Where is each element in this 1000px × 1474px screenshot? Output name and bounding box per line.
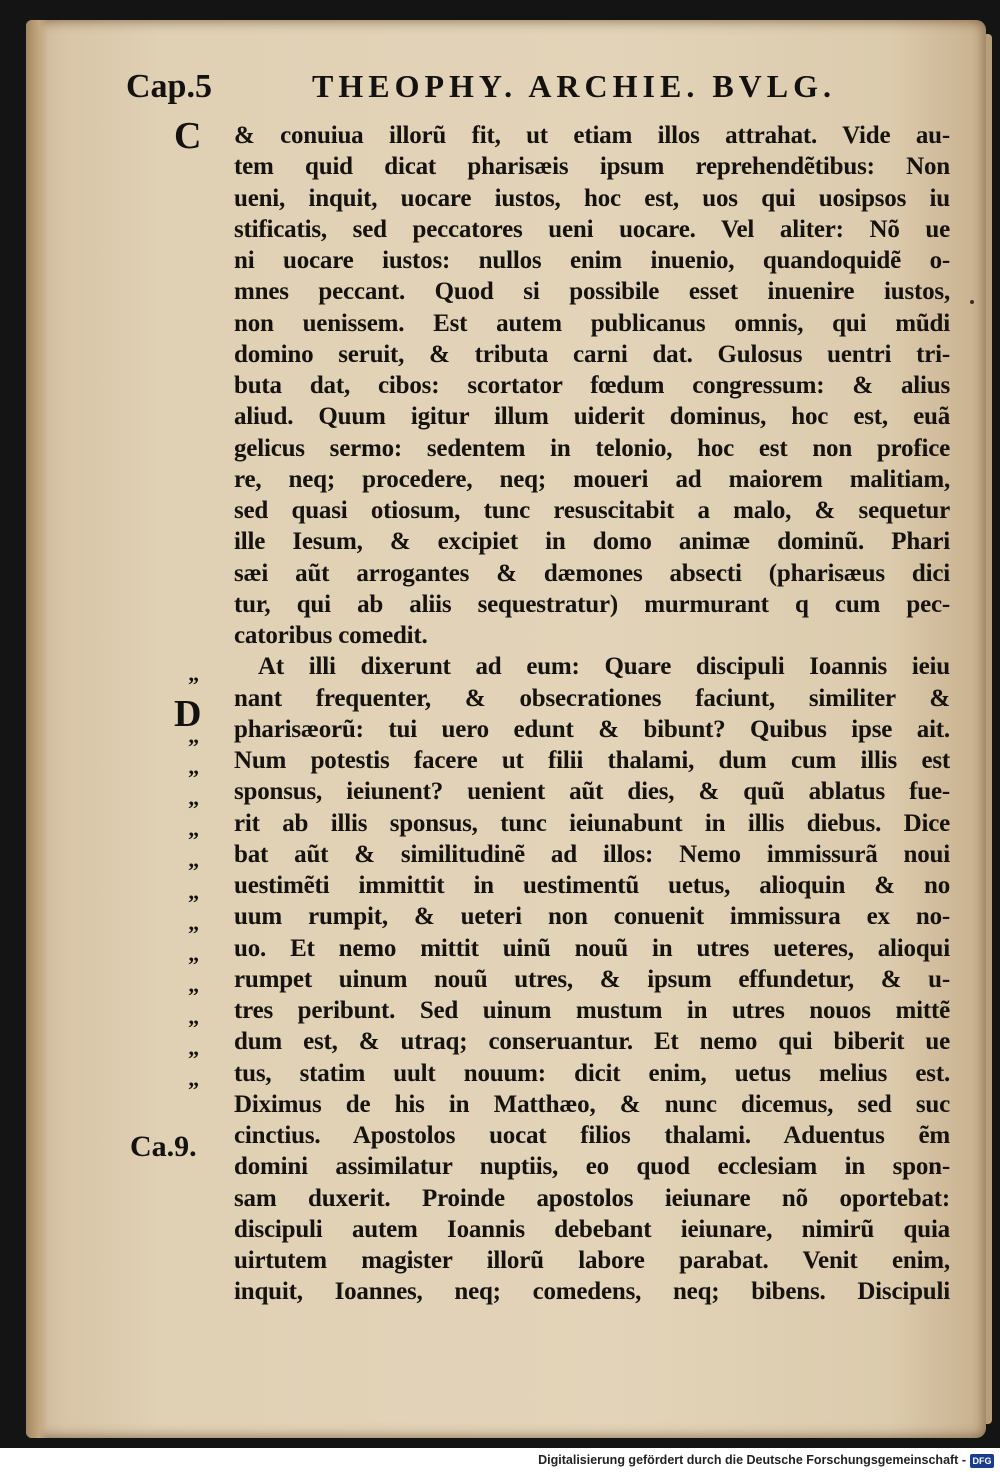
text-line: re, neq; procedere, neq; moueri ad maiorem malitiam, bbox=[234, 465, 950, 493]
text-line: domini assimilatur nuptiis, eo quod ecclesiam in spon- bbox=[234, 1153, 950, 1181]
text-line: ille Iesum, & excipiet in domo animæ dominũ. Phari bbox=[234, 528, 950, 556]
text-line: domino seruit, & tributa carni dat. Gulosus uentri tri- bbox=[234, 340, 950, 368]
dfg-logo: DFG bbox=[970, 1454, 994, 1468]
footer-strip bbox=[0, 1448, 1000, 1474]
text-line: rumpet uinum nouũ utres, & ipsum effundetur, & u- bbox=[234, 965, 950, 993]
text-line: At illi dixerunt ad eum: Quare discipuli Ioannis ieiu bbox=[258, 653, 950, 681]
text-line: sed quasi otiosum, tunc resuscitabit a malo, & sequetur bbox=[234, 497, 950, 524]
text-line: catoribus comedit. bbox=[234, 622, 428, 649]
margin-section-c: C bbox=[174, 115, 202, 157]
text-line: uirtutem magister illorũ labore parabat. Venit enim, bbox=[234, 1247, 950, 1274]
margin-quote-mark: ” bbox=[188, 983, 199, 1008]
text-line: cinctius. Apostolos uocat filios thalami. Aduentus ẽm bbox=[234, 1122, 950, 1149]
text-line: bat aũt & similitudinẽ ad illos: Nemo immissurã noui bbox=[234, 840, 950, 868]
margin-quote-mark: ” bbox=[188, 796, 199, 821]
text-line: buta dat, cibos: scortator fœdum congressum: & alius bbox=[234, 372, 950, 399]
margin-chapter-note: Ca.9. bbox=[130, 1130, 197, 1163]
text-line: nant frequenter, & obsecrationes faciunt, similiter & bbox=[234, 684, 950, 712]
margin-section-d: D bbox=[174, 693, 202, 735]
paper-speck bbox=[970, 300, 974, 304]
margin-quote-mark: ” bbox=[188, 858, 199, 883]
margin-quote-mark: ” bbox=[188, 921, 199, 946]
text-line: aliud. Quum igitur illum uiderit dominus, hoc est, euã bbox=[234, 403, 950, 431]
text-line: sam duxerit. Proinde apostolos ieiunare nõ oportebat: bbox=[234, 1184, 950, 1212]
body-text bbox=[234, 120, 950, 1308]
text-line: uum rumpit, & ueteri non conuenit immissura ex no- bbox=[234, 903, 950, 931]
text-line: mnes peccant. Quod si possibile esset inuenire iustos, bbox=[234, 278, 950, 306]
margin-notes bbox=[126, 115, 236, 1320]
text-line: ni uocare iustos: nullos enim inuenio, quandoquidẽ o- bbox=[234, 247, 950, 274]
page-edge bbox=[986, 34, 992, 1424]
text-line: uestimẽti immittit in uestimentũ uetus, alioquin & no bbox=[234, 872, 950, 899]
text-line: uo. Et nemo mittit uinũ nouũ in utres ueteres, alioqui bbox=[234, 934, 950, 962]
margin-quote-mark: ” bbox=[188, 827, 199, 852]
text-line: tur, qui ab aliis sequestratur) murmurant q cum pec- bbox=[234, 590, 950, 618]
margin-quote-mark: ” bbox=[188, 765, 199, 790]
text-line: sponsus, ieiunent? uenient aũt dies, & quũ ablatus fue- bbox=[234, 778, 950, 806]
page-header bbox=[26, 64, 986, 124]
text-line: tus, statim uult nouum: dicit enim, uetus melius est. bbox=[234, 1059, 950, 1087]
text-line: sæi aũt arrogantes & dæmones absecti (pharisæus dici bbox=[234, 559, 950, 587]
margin-quote-mark: ” bbox=[188, 1077, 199, 1102]
text-line: inquit, Ioannes, neq; comedens, neq; bibens. Discipuli bbox=[234, 1278, 950, 1306]
text-line: Diximus de his in Matthæo, & nunc dicemus, sed suc bbox=[234, 1090, 950, 1118]
text-line: gelicus sermo: sedentem in telonio, hoc est non profice bbox=[234, 434, 950, 462]
text-line: dum est, & utraq; conseruantur. Et nemo qui biberit ue bbox=[234, 1028, 950, 1056]
margin-quote-mark: ” bbox=[188, 672, 199, 697]
text-line: ueni, inquit, uocare iustos, hoc est, uos qui uosipsos iu bbox=[234, 184, 950, 212]
text-line: tem quid dicat pharisæis ipsum reprehendẽtibus: Non bbox=[234, 153, 950, 181]
margin-quote-mark: ” bbox=[188, 890, 199, 915]
chapter-tag: Cap.5 bbox=[126, 68, 212, 105]
digitization-credit: Digitalisierung gefördert durch die Deutsche Forschungsgemeinschaft - bbox=[538, 1453, 966, 1467]
text-line: Num potestis facere ut filii thalami, dum cum illis est bbox=[234, 747, 950, 774]
text-line: non uenissem. Est autem publicanus omnis, qui mũdi bbox=[234, 309, 950, 337]
book-page bbox=[26, 20, 986, 1438]
margin-quote-mark: ” bbox=[188, 1046, 199, 1071]
margin-quote-mark: ” bbox=[188, 1015, 199, 1040]
margin-quote-mark: ” bbox=[188, 734, 199, 759]
text-line: & conuiua illorũ fit, ut etiam illos attrahat. Vide au- bbox=[234, 122, 950, 149]
text-line: discipuli autem Ioannis debebant ieiunare, nimirũ quia bbox=[234, 1215, 950, 1243]
running-head: THEOPHY. ARCHIE. BVLG. bbox=[312, 68, 837, 104]
margin-quote-mark: ” bbox=[188, 952, 199, 977]
text-line: stificatis, sed peccatores ueni uocare. Vel aliter: Nõ ue bbox=[234, 215, 950, 243]
text-line: rit ab illis sponsus, tunc ieiunabunt in illis diebus. Dice bbox=[234, 809, 950, 837]
text-line: tres peribunt. Sed uinum mustum in utres nouos mittẽ bbox=[234, 997, 950, 1024]
text-line: pharisæorũ: tui uero edunt & bibunt? Quibus ipse ait. bbox=[234, 715, 950, 743]
